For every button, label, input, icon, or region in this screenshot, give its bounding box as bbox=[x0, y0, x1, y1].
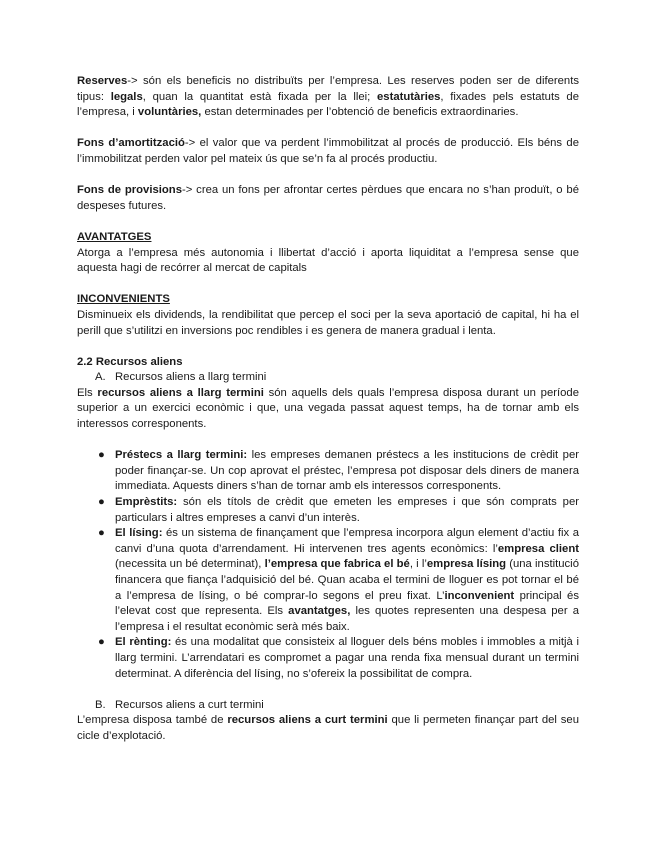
section-b-bold: recursos aliens a curt termini bbox=[227, 714, 388, 727]
subsection-a-label: Recursos aliens a llarg termini bbox=[115, 371, 267, 384]
lising-bold-2: l’empresa que fabrica el bé bbox=[264, 558, 410, 571]
prestecs-term: Préstecs a llarg termini: bbox=[115, 449, 248, 462]
section-b-text-1: L’empresa disposa també de bbox=[77, 714, 228, 727]
subsection-a-title bbox=[95, 370, 579, 386]
reserves-paragraph bbox=[77, 74, 579, 121]
emprestits-text: són els títols de crèdit que emeten les empreses i que són comprats per particulars i altres empreses a canvi d’un interès. bbox=[115, 496, 579, 524]
subsection-b-title bbox=[95, 698, 579, 714]
list-item-renting bbox=[98, 635, 580, 682]
reserves-legals: legals bbox=[110, 90, 143, 103]
provisions-paragraph bbox=[77, 183, 579, 214]
bullet-icon: ● bbox=[98, 496, 105, 509]
amortitzacio-paragraph bbox=[77, 136, 579, 167]
lising-text-1: és un sistema de finançament que l’empresa incorpora algun element d’actiu fix a canvi d’una quota d’arrendament. Hi intervenen tres agents econòmics: l’ bbox=[115, 527, 580, 555]
renting-term: El rènting: bbox=[115, 636, 172, 649]
subsection-a-intro bbox=[77, 386, 579, 433]
list-item-emprestits bbox=[98, 495, 579, 526]
renting-text: és una modalitat que consisteix al lloguer dels béns mobles i immobles a mitjà i llarg termini. L’arrendatari es compromet a pagar una renda fixa mensual durant un termini determinat. A diferència del lísing, no s’ofereix la possibilitat de compra. bbox=[115, 636, 580, 680]
subsection-b-text bbox=[77, 713, 579, 744]
lising-bold-3: empresa lísing bbox=[426, 558, 507, 571]
subsection-b-marker: B. bbox=[95, 698, 106, 711]
reserves-text-2: , quan la quantitat està fixada per la llei; bbox=[142, 90, 377, 103]
lising-text-2: (necessita un bé determinat), bbox=[115, 558, 265, 571]
document-body bbox=[77, 74, 579, 745]
financing-list bbox=[77, 448, 579, 682]
section-2-2-title: 2.2 Recursos aliens bbox=[77, 355, 183, 368]
section-b-text-2: que li permeten finançar part del seu cicle d’explotació. bbox=[77, 714, 579, 742]
intro-a-text-2: són aquells dels quals l’empresa disposa durant un període superior a un exercici econòmic i que, una vegada passat aquest temps, ha de tornar amb els interessos corresponents. bbox=[77, 386, 579, 431]
lising-term: El lísing: bbox=[115, 527, 163, 540]
reserves-estatutaries: estatutàries bbox=[377, 90, 441, 103]
lising-text-3: , i l’ bbox=[409, 558, 427, 571]
list-item-lising bbox=[98, 526, 580, 635]
reserves-text-3: , fixades pels estatuts de l’empresa, i bbox=[77, 90, 579, 119]
bullet-icon: ● bbox=[98, 636, 105, 649]
amortitzacio-text: -> el valor que va perdent l’immobilitzat al procés de producció. Els béns de l’immobilitzat perden valor pel mateix ús que se’n fa al procés productiu. bbox=[77, 137, 579, 165]
lising-bold-4: inconvenient bbox=[444, 589, 515, 602]
provisions-term: Fons de provisions bbox=[77, 184, 182, 197]
inconvenients-text: Disminueix els dividends, la rendibilitat que percep el soci per la seva aportació de capital, hi ha el perill que s’utilitzi en inversions poc rendibles i es genera de manera gradual i lenta. bbox=[77, 308, 579, 337]
lising-text-6: les quotes representen una despesa per a l’empresa i el resultat econòmic serà més baix. bbox=[115, 605, 579, 633]
reserves-term: Reserves bbox=[77, 75, 128, 87]
emprestits-term: Emprèstits: bbox=[115, 496, 178, 509]
subsection-b-label: Recursos aliens a curt termini bbox=[115, 698, 264, 711]
lising-text-4: (una institució financera que fiança l’adquisició del bé. Quan acaba el termini de lloguer es pot tornar el bé a l’empresa de lísing, o bé comprar-lo segons el preu fixat. L’ bbox=[115, 558, 579, 602]
amortitzacio-term: Fons d’amortització bbox=[77, 137, 185, 150]
prestecs-text: les empreses demanen préstecs a les institucions de crèdit per poder finançar-se. Un cop aprovat el préstec, l’empresa pot disposar dels diners de manera immediata. Aquests diners s’han de tornar amb els interessos corresponents. bbox=[115, 449, 579, 493]
avantatges-heading: AVANTATGES bbox=[77, 230, 152, 243]
provisions-text: -> crea un fons per afrontar certes pèrdues que encara no s’han produït, o bé despeses futures. bbox=[77, 184, 579, 212]
lising-bold-1: empresa client bbox=[497, 542, 579, 555]
reserves-text-4: estan determinades per l’obtenció de beneficis extraordinaries. bbox=[201, 106, 519, 119]
reserves-voluntaries: voluntàries, bbox=[137, 106, 202, 119]
inconvenients-heading: INCONVENIENTS bbox=[77, 293, 170, 306]
intro-a-text-1: Els bbox=[77, 386, 98, 399]
lising-bold-5: avantatges, bbox=[288, 605, 351, 618]
subsection-a-marker: A. bbox=[95, 371, 106, 384]
bullet-icon: ● bbox=[98, 527, 105, 540]
intro-a-bold: recursos aliens a llarg termini bbox=[97, 386, 264, 399]
list-item-prestecs bbox=[98, 448, 579, 495]
bullet-icon: ● bbox=[98, 449, 105, 462]
reserves-text-1: -> són els beneficis no distribuïts per l’empresa. Les reserves poden ser de diferents tipus: bbox=[77, 75, 579, 103]
avantatges-text: Atorga a l’empresa més autonomia i llibertat d’acció i aporta liquiditat a l’empresa sense que aquesta hagi de recórrer al mercat de capitals bbox=[77, 246, 579, 275]
lising-text-5: principal és l’elevat cost que representa. Els bbox=[115, 589, 579, 618]
